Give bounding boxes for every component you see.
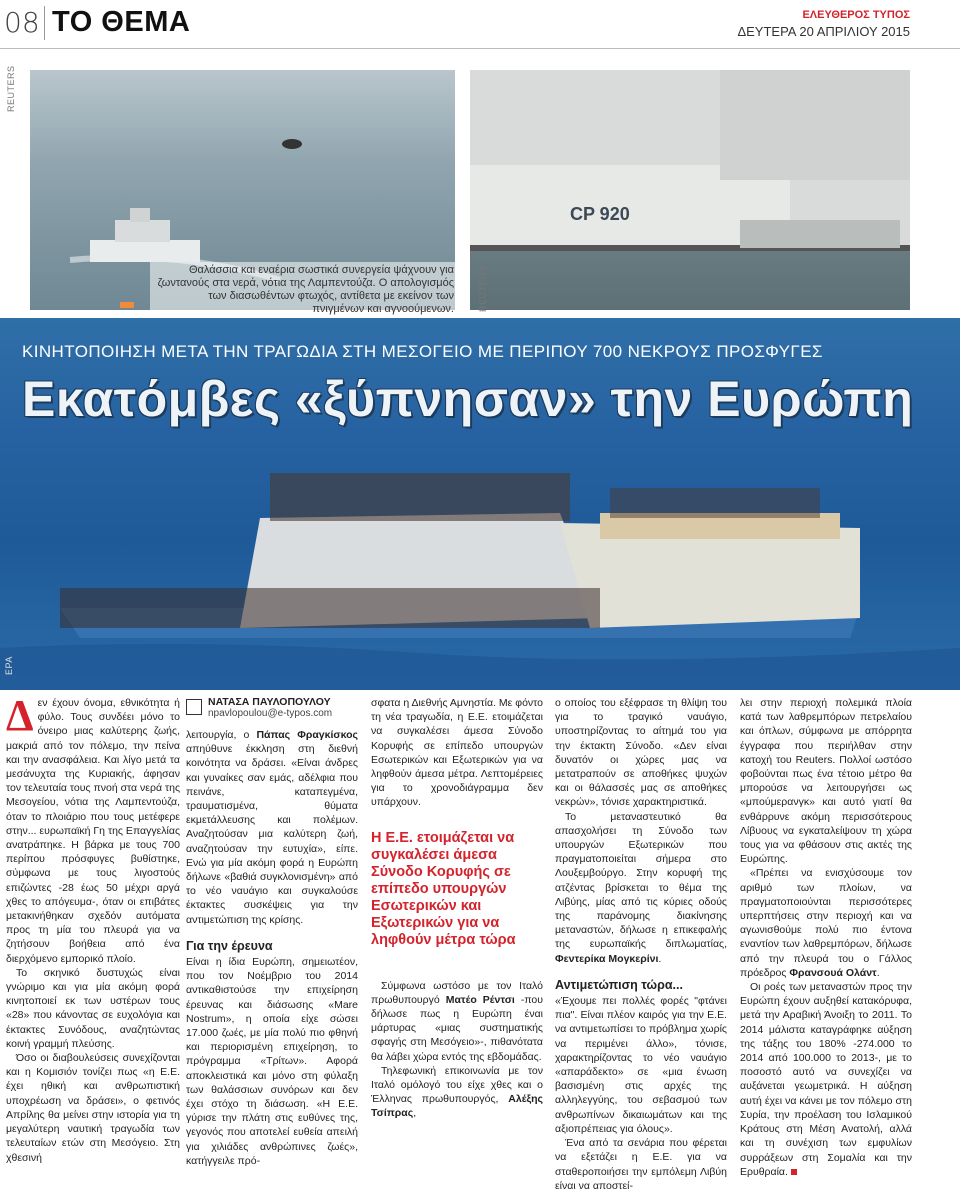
photo-credit-main: EPA [4, 656, 14, 675]
article-paragraph: ο οποίος του εξέφρασε τη θλίψη του για το τραγικό ναυάγιο, υποστηρίζοντας το αίτημά του για την έκτακτη Σύνοδο. «Δεν είναι δυνατόν οι χώρες μας να μετατραπούν σε αποθήκες ψυχών και οι θάλασσές μας σε αποθήκες νεκρών», τόνισε χαρακτηριστικά. [555, 697, 727, 809]
article-bold-name: Πάπας Φραγκίσκος [256, 729, 358, 741]
pull-quote: Η Ε.Ε. ετοιμάζεται να συγκαλέσει άμεσα Σύνοδο Κορυφής σε επίπεδο υπουργών Εσωτερικών και Εξωτερικών για να ληφθούν μέτρα τώρα [371, 829, 516, 948]
article-paragraph [740, 980, 912, 1179]
article-text: , [413, 1107, 417, 1120]
article-column-2 [186, 696, 358, 1168]
article-text: Τηλεφωνική επικοινωνία με τον Ιταλό ομόλογό του είχε χθες και ο Έλληνας πρωθυπουργός, [371, 1064, 543, 1106]
article-paragraph: λει στην περιοχή πολεμικά πλοία κατά των λαθρεμπόρων πετρελαίου και όπλων, σύμφωνα με απόρρητα έγγραφα που περιήλθαν στην κατοχή του Reuters. Πολλοί ωστόσο φοβούνται πως ένα τέτοιο μέτρο θα μπορούσε να λειτουργήσει ως «μπούμερανγκ» και αυτό γιατί θα ενθάρρυνε ακόμη περισσότερους Λίβυους να εγκαταλείψουν τη χώρα τους για να φθάσουν στις ακτές της Ευρώπης. [740, 697, 912, 866]
article-column-4 [555, 696, 727, 1193]
article-text: -που δήλωσε πως η Ευρώπη έναι μάρτυρας «μιας συστηματικής σφαγής στη Μεσόγειο»-, πιθανότατα θα λάβει χώρα εντός της εβδομάδας. [371, 993, 544, 1063]
article-paragraph: Ένα από τα σενάρια που φέρεται να εξετάζει η Ε.Ε. για να σταθεροποιήσει την εμπόλεμη Λιβύη είναι να αποστεί- [555, 1137, 727, 1192]
article-bold-name: Φεντερίκα Μογκερίνι [555, 952, 659, 965]
article-text: λειτουργία, ο [186, 729, 257, 741]
article-column-1 [6, 691, 180, 1165]
subhead: Για την έρευνα [186, 938, 273, 953]
article-text: «Πρέπει να ενισχύσουμε τον αριθμό των πλοίων, να πραγματοποιούνται περισσότερες υπερπτήσεις στην περιοχή και να αγωνισθούμε πολύ πιο έντονα εναντίον των λαθρεμπόρων, δήλωσε από την πλευρά του ο Γάλλος πρόεδρος [740, 867, 912, 979]
article-bold-name: Ματέο Ρέντσι [445, 993, 515, 1006]
kicker: ΚΙΝΗΤΟΠΟΙΗΣΗ ΜΕΤΑ ΤΗΝ ΤΡΑΓΩΔΙΑ ΣΤΗ ΜΕΣΟΓΕΙΟ ΜΕ ΠΕΡΙΠΟΥ 700 ΝΕΚΡΟΥΣ ΠΡΟΣΦΥΓΕΣ [22, 342, 823, 361]
author-name: ΝΑΤΑΣΑ ΠΑΥΛΟΠΟΥΛΟΥ [208, 696, 331, 708]
headline: Εκατόμβες «ξύπνησαν» την Ευρώπη [22, 371, 914, 427]
article-text: Οι ροές των μεταναστών προς την Ευρώπη έχουν αυξηθεί κατακόρυφα, μετά την Αραβική Άνοιξη το 2011. Το 2014 μάλιστα καταγράφηκε αύξηση της τάξης του 180% -274.000 το 2014 από 100.000 το 2013-, με το ποσοστό αυτό να συνεχίζει να αυξάνεται γεωμετρικά. Η αύξηση αυτή έχει να κάνει με τον πόλεμο στη Συρία, την προέλαση του Ισλαμικού Κράτους στη Μέση Ανατολή, αλλά και τη συνέχιση των εμφυλίων συρράξεων στη Σομαλία και την Ερυθραία. [740, 981, 912, 1178]
article-paragraph: Όσο οι διαβουλεύσεις συνεχίζονται και η Κομισιόν τονίζει πως «η Ε.Ε. έχει ηθική και ανθρωπιστική υποχρέωση να δράσει», ο φετινός Απρίλης θα μείνει στην ιστορία για τη μεγαλύτερη ναυτική τραγωδία των τελευταίων ετών στη Μεσόγειο. Στη χθεσινή [6, 1052, 180, 1164]
article-text: εν έχουν όνομα, εθνικότητα ή φύλο. Τους συνδέει μόνο το όνειρο μιας καλύτερης ζωής, μακριά από τον πόλεμο, την πείνα και την ανασφάλεια. Και λίγο μετά τα μεσάνυχτα της Κυριακής, άφησαν τον τελευταία τους πνοή στα νερά της Μεσογείου, νότια της Λαμπεντούζα, όταν το πλοιάριο που τους μετέφερε στην... ευρωπαϊκή Γη της Επαγγελίας ανατράπηκε. Η βάρκα με τους 700 περίπου πρόσφυγες βυθίστηκε, σύμφωνα με τους λιγοστούς επιζώντες -28 έως 50 μέχρι αργά χθες το απόγευμα-, όταν οι επιβάτες μετακινήθηκαν σχεδόν αυτόματα προς τη μία του πλευρά για να ζητήσουν βοήθεια από ένα διερχόμενο εμπορικό πλοίο. [6, 697, 180, 965]
article-paragraph [371, 1064, 543, 1121]
dropcap: Δ [6, 691, 34, 740]
subhead: Αντιμετώπιση τώρα... [555, 977, 683, 992]
end-of-article-mark [791, 1169, 797, 1175]
ship-hull-label: CP 920 [570, 204, 630, 224]
coastguard-ship-illustration [470, 70, 910, 310]
author-note-icon [186, 699, 202, 715]
section-title: ΤΟ ΘΕΜΑ [52, 6, 191, 38]
coastguard-ship-photo [470, 70, 910, 310]
article-text: Το μεταναστευτικό θα απασχολήσει τη Σύνοδο των υπουργών Εξωτερικών που πραγματοποιείται σήμερα στο Λουξεμβούργο. Στην κορυφή της ατζέντας βρίσκεται το θέμα της Λιβύης, μίας από τις κύριες οδούς της παράνομης διακίνησης μεταναστών, δήλωσε η επικεφαλής της ευρωπαϊκής διπλωματίας, [555, 810, 727, 951]
article-text: απηύθυνε έκκληση στη διεθνή κοινότητα να δράσει. «Είναι άνδρες και γυναίκες σαν εμάς, αδέλφια που πεινάνε, καταπεγμένα, τραυματισμένα, θύματα εκμετάλλευσης και πολέμων. Αναζητούσαν μια καλύτερη ζωή, αναζητούσαν την ευτυχία», είπε. Ενώ για μία ακόμη φορά η Ευρώπη δήλωνε «βαθιά συγκλονισμένη» από το νέο ναυάγιο και συγκαλούσε έκτακτες συσκέψεις για την αντιμετώπιση της κρίσης. [186, 743, 358, 926]
article-bold-name: Αλέξης Τσίπρας [371, 1093, 543, 1120]
article-bold-name: Φρανσουά Ολάντ [789, 966, 877, 979]
page-header [0, 0, 960, 49]
header-divider [44, 6, 45, 40]
article-paragraph: σφατα η Διεθνής Αμνηστία. Με φόντο τη νέα τραγωδία, η Ε.Ε. ετοιμάζεται να συγκαλέσει άμεσα Σύνοδο Κορυφής σε επίπεδο υπουργών Εσωτερικών και Εξωτερικών για να ληφθούν άμεσα μέτρα. Λεπτομέρειες για το χρονοδιάγραμμα δεν υπάρχουν. [371, 697, 543, 809]
page-number: 08 [4, 6, 40, 39]
photo-caption: Θαλάσσια και εναέρια σωστικά συνεργεία ψάχνουν για ζωντανούς στα νερά, νότια της Λαμπεντούζα. Ο απολογισμός των διασωθέντων φτωχός, αντίθετα με εκείνον των πνιγμένων και αγνοούμενων. [150, 262, 458, 318]
article-column-3 [371, 696, 543, 1121]
author-email[interactable]: npavlopoulou@e-typos.com [208, 708, 333, 719]
article-text: . [876, 966, 880, 979]
article-paragraph: «Έχουμε πει πολλές φορές "φτάνει πια". Είναι πλέον καιρός για την Ε.Ε. να αντιμετωπίσει το πρόβλημα χωρίς να περιμένει άλλο», τόνισε, χαρακτηρίζοντας το νέο ναυάγιο «απαράδεκτο» σε «μια ένωση βασισμένη στις αρχές της αλληλεγγύης, του σεβασμού των ανθρωπίνων δικαιωμάτων και της αξιοπρέπειας για όλους». [555, 995, 727, 1135]
article-paragraph [186, 728, 358, 927]
newspaper-name: ΕΛΕΥΘΕΡΟΣ ΤΥΠΟΣ [802, 9, 910, 21]
article-paragraph: Το σκηνικό δυστυχώς είναι γνώριμο και για μία ακόμη φορά κινητοποιεί εκ των υστέρων τους «28» που κάνοντας σε ευχολόγια και έκτακτες Συνόδους, αναζητώντας κοινή γραμμή πλεύσης. [6, 966, 180, 1050]
photo-credit-right: REUTERS [478, 265, 488, 312]
article-paragraph [6, 691, 180, 966]
author-byline [186, 696, 358, 720]
photo-credit-left: REUTERS [6, 65, 16, 112]
article-paragraph [371, 979, 543, 1064]
article-paragraph: Είναι η ίδια Ευρώπη, σημειωτέον, που τον Νοέμβριο του 2014 αντικαθιστούσε την επιχείρηση έρευνας και διάσωσης «Mare Nostrum», η οποία είχε σώσει 17.000 ζωές, με μία πολύ πιο φθηνή και περιορισμένη επιχείρηση, το πρόγραμμα «Τρίτων». Αφορά αποκλειστικά και μόνο στη φύλαξη των θαλάσσιων συνόρων και δεν έχει στόχο τη διάσωση. «Η Ε.Ε. γύρισε την πλάτη στις ευθύνες της, γεγονός που αποτελεί ευθεία απειλή για χιλιάδες ανθρώπινες ζωές», κατήγγειλε πρό- [186, 956, 358, 1167]
article-paragraph [740, 866, 912, 980]
article-column-5 [740, 696, 912, 1179]
issue-date: ΔΕΥΤΕΡΑ 20 ΑΠΡΙΛΙΟΥ 2015 [737, 24, 910, 39]
article-text: Σύμφωνα ωστόσο με τον Ιταλό πρωθυπουργό [371, 979, 543, 1006]
article-text: . [658, 952, 662, 965]
article-paragraph [555, 810, 727, 966]
